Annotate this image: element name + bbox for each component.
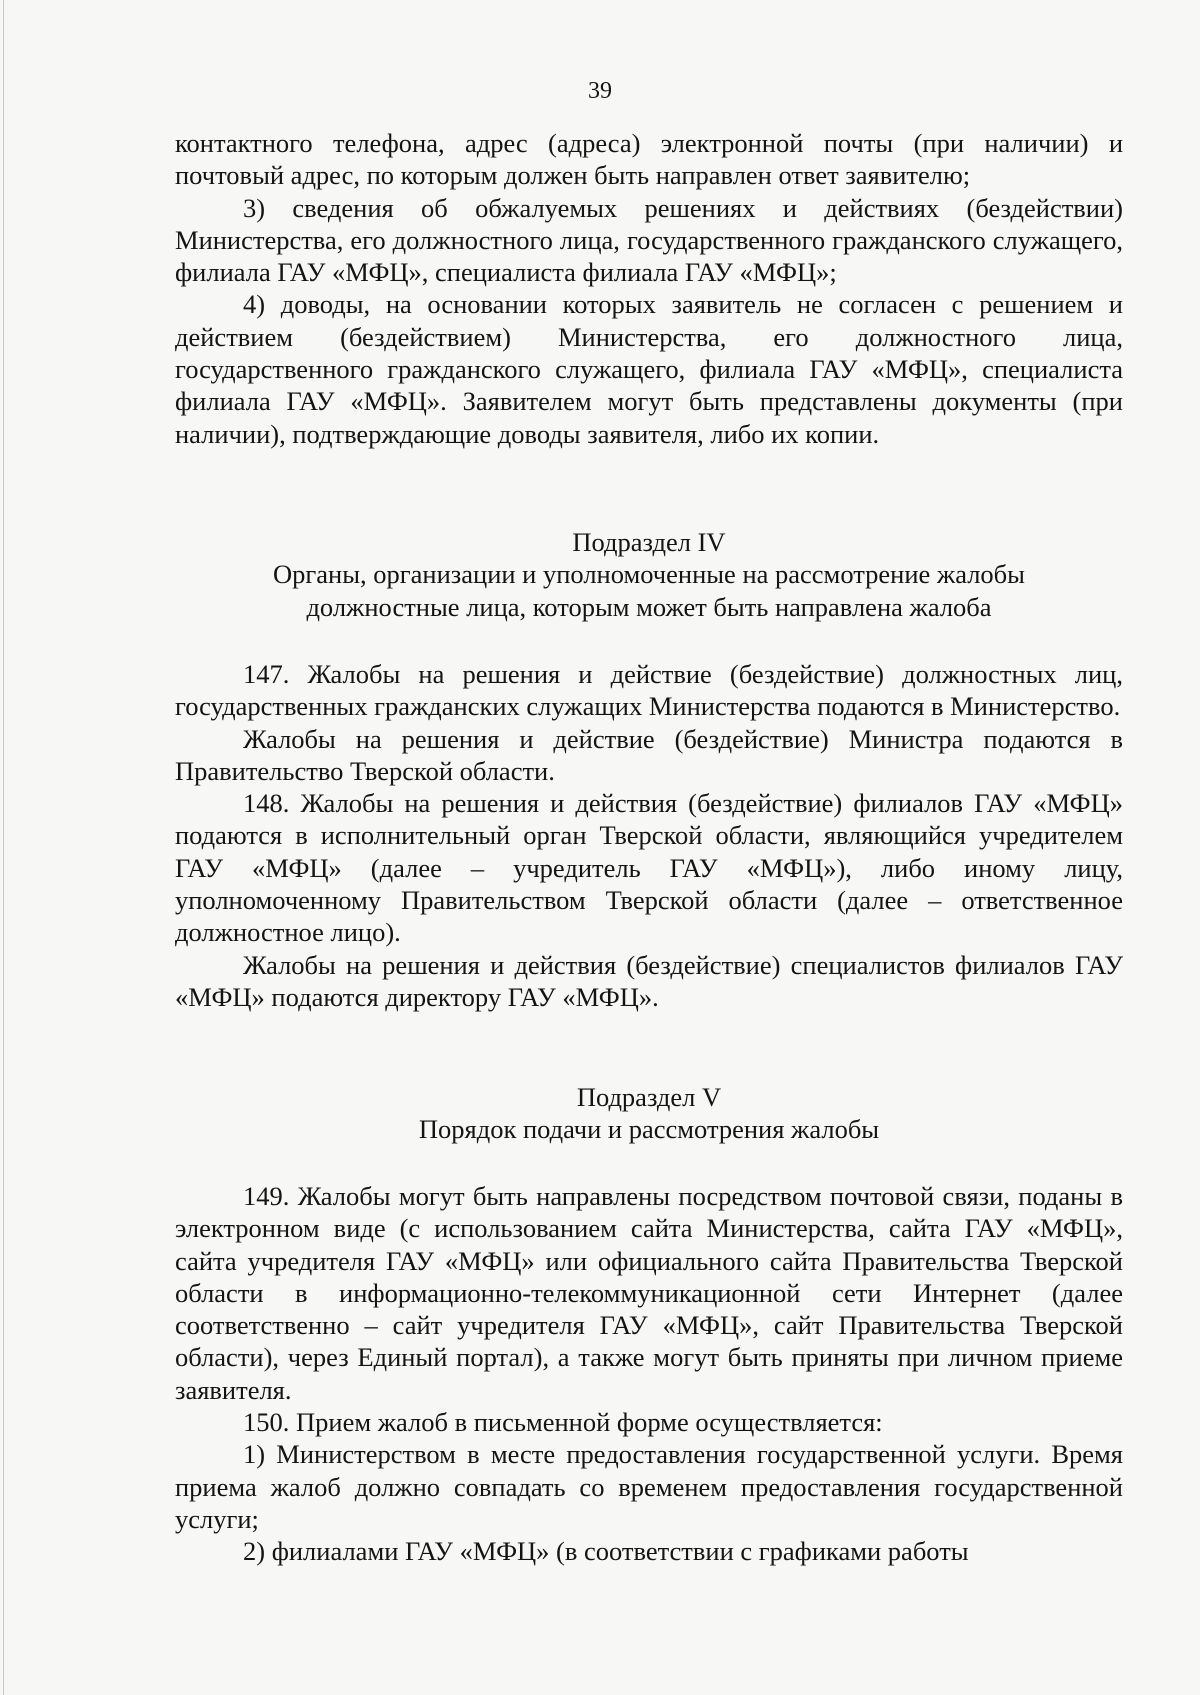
text-block-3 bbox=[175, 1180, 1123, 1568]
scan-edge-line bbox=[3, 0, 4, 1695]
paragraph-item-4: 4) доводы, на основании которых заявитель не согласен с решением и действием (бездействием) Министерства, его должностного лица, государственного гражданского служащего, филиала ГАУ «МФЦ», специалиста филиала ГАУ «МФЦ». Заявителем могут быть представлены документы (при наличии), подтверждающие доводы заявителя, либо их копии. bbox=[175, 289, 1123, 449]
section-iv-heading bbox=[175, 526, 1123, 623]
section-v-heading bbox=[175, 1081, 1123, 1146]
section-v-title: Подраздел V bbox=[576, 1082, 722, 1112]
text-block-2 bbox=[175, 658, 1123, 1013]
paragraph-147: 147. Жалобы на решения и действие (бездействие) должностных лиц, государственных гражданских служащих Министерства подаются в Министерство. bbox=[175, 659, 1123, 722]
paragraph-150-item-1: 1) Министерством в месте предоставления государственной услуги. Время приема жалоб должно совпадать со временем предоставления государственной услуги; bbox=[175, 1439, 1123, 1534]
paragraph-150: 150. Прием жалоб в письменной форме осуществляется: bbox=[243, 1407, 883, 1438]
paragraph-item-3: 3) сведения об обжалуемых решениях и действиях (бездействии) Министерства, его должностного лица, государственного гражданского служащего, филиала ГАУ «МФЦ», специалиста филиала ГАУ «МФЦ»; bbox=[175, 192, 1123, 288]
paragraph-specialist-complaints: Жалобы на решения и действия (бездействие) специалистов филиалов ГАУ «МФЦ» подаются директору ГАУ «МФЦ». bbox=[175, 949, 1123, 1012]
paragraph-contact-info: контактного телефона, адрес (адреса) электронной почты (при наличии) и почтовый адрес, по которым должен быть направлен ответ заявителю; bbox=[175, 128, 1123, 191]
paragraph-149: 149. Жалобы могут быть направлены посредством почтовой связи, поданы в электронном виде (с использованием сайта Министерства, сайта ГАУ «МФЦ», сайта учредителя ГАУ «МФЦ» или официального сайта Правительства Тверской области в информационно-телекоммуникационной сети Интернет (далее соответственно – сайт учредителя ГАУ «МФЦ», сайт Правительства Тверской области), через Единый портал), а также могут быть приняты при личном приеме заявителя. bbox=[175, 1181, 1123, 1405]
paragraph-148: 148. Жалобы на решения и действия (бездействие) филиалов ГАУ «МФЦ» подаются в исполнительный орган Тверской области, являющийся учредителем ГАУ «МФЦ» (далее – учредитель ГАУ «МФЦ»), либо иному лицу, уполномоченному Правительством Тверской области (далее – ответственное должностное лицо). bbox=[175, 788, 1123, 948]
section-iv-subtitle-line-2: должностные лица, которым может быть направлена жалоба bbox=[306, 591, 992, 622]
section-iv-title: Подраздел IV bbox=[572, 527, 726, 557]
section-iv-subtitle-line-1: Органы, организации и уполномоченные на рассмотрение жалобы bbox=[273, 559, 1025, 590]
paragraph-minister-complaints: Жалобы на решения и действие (бездействие) Министра подаются в Правительство Тверской области. bbox=[175, 723, 1123, 786]
text-block-1 bbox=[175, 127, 1123, 450]
paragraph-150-item-2: 2) филиалами ГАУ «МФЦ» (в соответствии с графиками работы bbox=[243, 1536, 969, 1567]
page-number: 39 bbox=[588, 78, 612, 104]
section-v-subtitle: Порядок подачи и рассмотрения жалобы bbox=[418, 1114, 880, 1145]
